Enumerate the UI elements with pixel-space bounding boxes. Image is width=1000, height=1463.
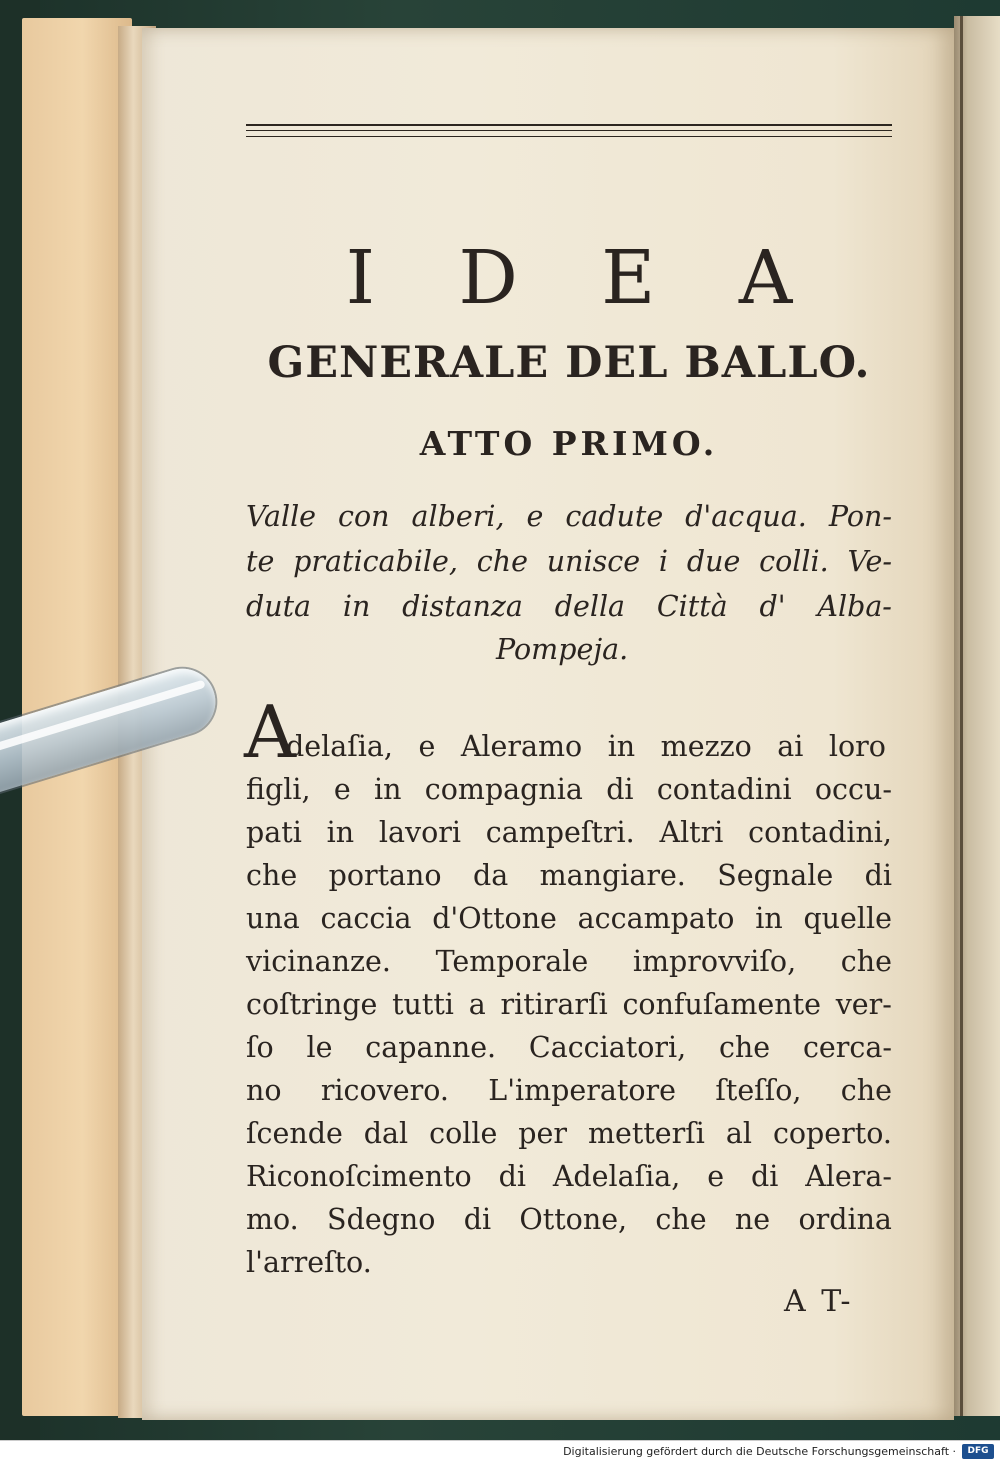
- body-word: ritirarſi: [500, 988, 608, 1021]
- body-word: metterſi: [587, 1117, 705, 1150]
- body-word: L'imperatore: [488, 1074, 677, 1107]
- body-word: no: [246, 1074, 282, 1107]
- body-word: coperto.: [772, 1117, 892, 1150]
- body-word: confuſamente: [622, 988, 821, 1021]
- setting-word: duta: [246, 590, 312, 623]
- body-line: [246, 773, 892, 806]
- body-word: in: [607, 730, 636, 763]
- setting-word: cadute: [565, 500, 664, 533]
- body-line: [246, 1074, 892, 1107]
- body-line: [246, 859, 892, 892]
- body-word: in: [374, 773, 402, 806]
- setting-word: d'acqua.: [685, 500, 807, 533]
- body-word: che: [246, 859, 298, 892]
- setting-word: Pon-: [828, 500, 892, 533]
- body-line: [246, 1117, 892, 1150]
- body-word: loro: [828, 730, 886, 763]
- setting-word: due: [686, 545, 741, 578]
- body-word: mo.: [246, 1203, 299, 1236]
- body-word: Aleramo: [460, 730, 583, 763]
- setting-word: te: [246, 545, 275, 578]
- body-word: cerca-: [802, 1031, 892, 1064]
- setting-line: [496, 633, 628, 666]
- setting-word: praticabile,: [293, 545, 458, 578]
- setting-line: [246, 590, 892, 623]
- body-line: [286, 730, 886, 763]
- body-word: contadini,: [748, 816, 892, 849]
- body-word: Riconoſcimento: [246, 1160, 472, 1193]
- body-word: ſo: [246, 1031, 274, 1064]
- body-word: mezzo: [660, 730, 752, 763]
- setting-word: Ve-: [847, 545, 892, 578]
- body-word: di: [606, 773, 634, 806]
- body-word: pati: [246, 816, 302, 849]
- body-word: caccia: [320, 902, 412, 935]
- body-word: per: [518, 1117, 568, 1150]
- setting-word: Alba-: [817, 590, 892, 623]
- body-word: occu-: [814, 773, 892, 806]
- body-word: coſtringe: [246, 988, 378, 1021]
- body-word: in: [755, 902, 783, 935]
- body-word: di: [864, 859, 892, 892]
- setting-word: d': [759, 590, 786, 623]
- body-word: ſcende: [246, 1117, 343, 1150]
- scan-footer: [0, 1440, 1000, 1463]
- body-word: colle: [429, 1117, 498, 1150]
- body-word: contadini: [656, 773, 792, 806]
- body-line: [246, 1203, 892, 1236]
- body-line: [246, 988, 892, 1021]
- body-word: una: [246, 902, 300, 935]
- body-word: figli,: [246, 773, 311, 806]
- body-word: e: [418, 730, 436, 763]
- setting-word: Città: [656, 590, 728, 623]
- body-word: ordina: [798, 1203, 892, 1236]
- funding-credit: Digitalisierung gefördert durch die Deutsche Forschungsgemeinschaft ·: [563, 1445, 956, 1458]
- body-word: l'arreſto.: [246, 1246, 372, 1279]
- body-word: vicinanze.: [246, 945, 391, 978]
- setting-word: della: [554, 590, 626, 623]
- setting-word: che: [476, 545, 528, 578]
- setting-word: e: [526, 500, 544, 533]
- page-subtitle: GENERALE DEL BALLO.: [267, 338, 871, 388]
- catchword: A T-: [784, 1284, 854, 1319]
- body-line: [246, 816, 892, 849]
- setting-line: [246, 500, 892, 533]
- body-word: quelle: [803, 902, 892, 935]
- body-word: ſteſſo,: [715, 1074, 802, 1107]
- body-word: ricovero.: [320, 1074, 449, 1107]
- setting-word: i: [658, 545, 669, 578]
- body-word: Alera-: [805, 1160, 892, 1193]
- body-word: accampato: [577, 902, 735, 935]
- body-word: Adelaſia,: [552, 1160, 681, 1193]
- header-rule-thin: [246, 136, 892, 137]
- body-word: di: [498, 1160, 526, 1193]
- setting-word: Valle: [246, 500, 317, 533]
- setting-word: con: [338, 500, 390, 533]
- body-word: le: [306, 1031, 333, 1064]
- body-word: ver-: [835, 988, 892, 1021]
- body-word: al: [725, 1117, 752, 1150]
- body-word: e: [333, 773, 351, 806]
- setting-word: colli.: [759, 545, 829, 578]
- body-word: in: [326, 816, 355, 849]
- body-line: [246, 1246, 892, 1279]
- body-word: portano: [328, 859, 442, 892]
- act-heading: ATTO PRIMO.: [419, 424, 719, 463]
- body-word: ai: [777, 730, 804, 763]
- body-line: [246, 1160, 892, 1193]
- body-word: che: [655, 1203, 707, 1236]
- body-line: [246, 945, 892, 978]
- setting-line: [246, 545, 892, 578]
- dfg-logo-icon: DFG: [962, 1444, 994, 1459]
- facing-page-shadow: [960, 16, 963, 1416]
- setting-word: in: [342, 590, 371, 623]
- body-word: delaſia,: [286, 730, 393, 763]
- body-word: mangiare.: [539, 859, 686, 892]
- body-line: [246, 902, 892, 935]
- body-word: compagnia: [424, 773, 583, 806]
- setting-word: alberi,: [411, 500, 505, 533]
- body-word: Sdegno: [327, 1203, 436, 1236]
- body-word: Segnale: [717, 859, 834, 892]
- drop-cap: A: [244, 690, 296, 774]
- body-word: improvviſo,: [632, 945, 797, 978]
- body-word: Altri: [659, 816, 724, 849]
- setting-word: distanza: [402, 590, 523, 623]
- body-word: Temporale: [435, 945, 589, 978]
- setting-word: unisce: [546, 545, 641, 578]
- header-rule-middle: [246, 130, 892, 131]
- header-rule-thick: [246, 124, 892, 126]
- body-word: a: [468, 988, 486, 1021]
- body-word: che: [718, 1031, 771, 1064]
- body-word: lavori: [378, 816, 461, 849]
- body-word: Ottone,: [519, 1203, 628, 1236]
- setting-word: Pompeja.: [496, 633, 629, 666]
- body-word: ne: [734, 1203, 771, 1236]
- body-word: d'Ottone: [432, 902, 557, 935]
- body-word: di: [750, 1160, 779, 1193]
- page-title: I D E A: [345, 235, 823, 321]
- body-word: Cacciatori,: [528, 1031, 687, 1064]
- body-word: campeſtri.: [485, 816, 635, 849]
- body-word: da: [472, 859, 509, 892]
- body-word: che: [840, 1074, 892, 1107]
- body-word: che: [840, 945, 892, 978]
- body-word: di: [463, 1203, 492, 1236]
- body-line: [246, 1031, 892, 1064]
- body-word: e: [707, 1160, 725, 1193]
- body-word: capanne.: [365, 1031, 497, 1064]
- body-word: dal: [363, 1117, 409, 1150]
- body-word: tutti: [392, 988, 454, 1021]
